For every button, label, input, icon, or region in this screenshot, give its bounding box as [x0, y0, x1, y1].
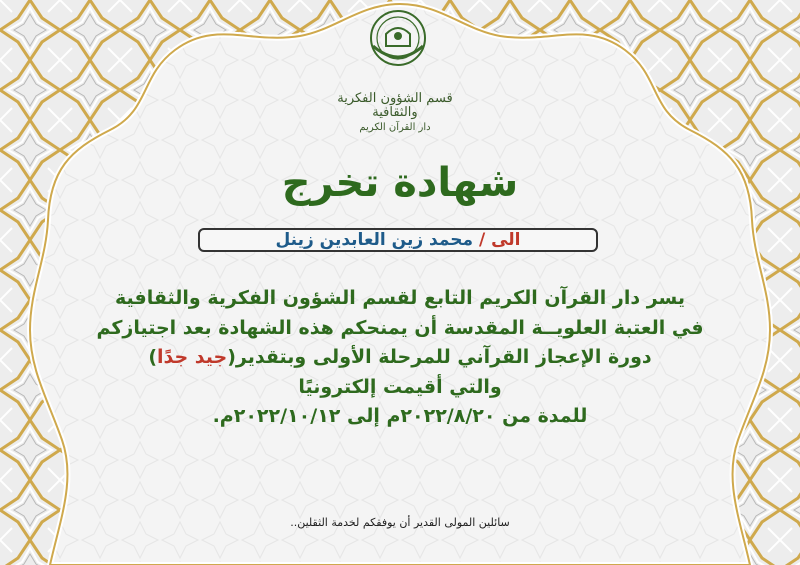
body-line-5: للمدة من ٢٠٢٢/٨/٢٠م إلى ٢٠٢٢/١٠/١٢م. [212, 405, 588, 427]
department-name: قسم الشؤون الفكرية والثقافية [337, 91, 453, 121]
course-text: دورة الإعجاز القرآني للمرحلة الأولى وبتقدير( [227, 346, 652, 368]
house-name: دار القرآن الكريم [359, 122, 431, 133]
certificate-body [0, 284, 800, 432]
body-line-1: يسر دار القرآن الكريم التابع لقسم الشؤون الفكرية والثقافية [114, 287, 686, 309]
recipient-name: محمد زين العابدين زينل [275, 230, 474, 250]
shrine-emblem-logo [348, 8, 448, 74]
recipient-name-box [198, 228, 598, 252]
grade-value: جيد جدًا [157, 346, 228, 368]
certificate-title: شهادة تخرج [281, 160, 519, 206]
closing-prayer: سائلين المولى القدير أن يوفقكم لخدمة الثقلين.. [290, 516, 510, 529]
recipient-prefix: الى / [478, 230, 521, 250]
body-line-4: والتي أقيمت إلكترونيًا [298, 375, 502, 398]
body-line-2: في العتبة العلويــة المقدسة أن يمنحكم هذه الشهادة بعد اجتيازكم [96, 316, 704, 339]
course-text-end: ) [148, 346, 157, 368]
body-line-3 [0, 343, 800, 373]
